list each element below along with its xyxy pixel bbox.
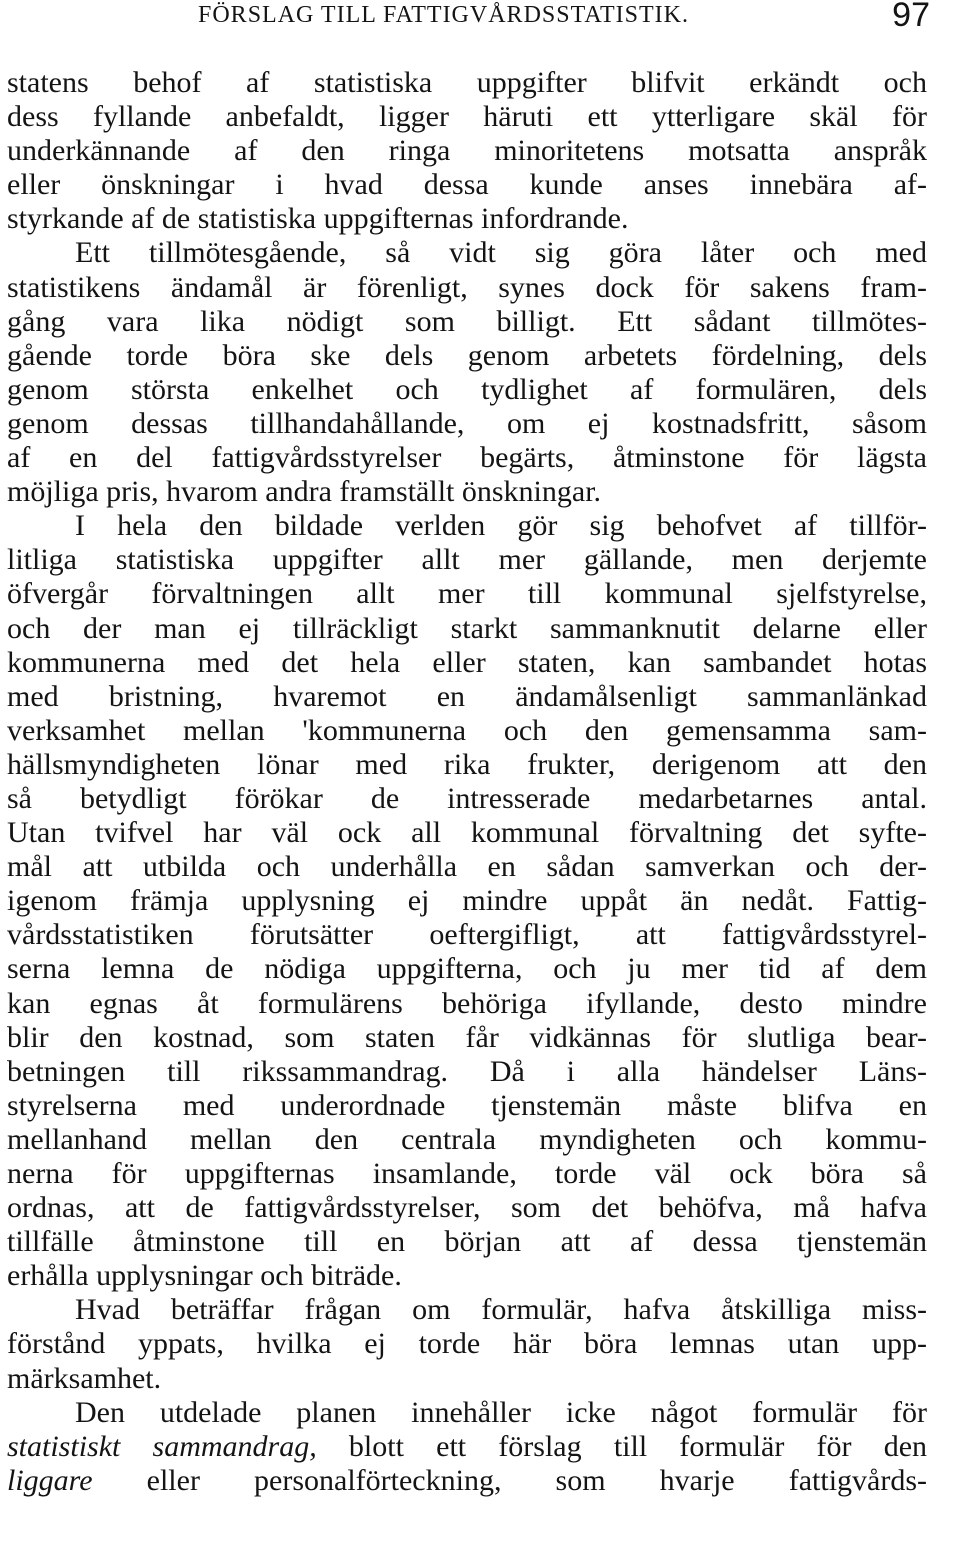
text-line: hällsmyndigheten lönar med rika frukter, derigenom att den — [7, 747, 927, 781]
text-line: mål att utbilda och underhålla en sådan samverkan och der- — [7, 850, 927, 884]
text-line: dess fyllande anbefaldt, ligger häruti ett ytterligare skäl för — [7, 100, 927, 134]
text-line: märksamhet. — [7, 1361, 162, 1395]
paragraph-4 — [7, 1293, 927, 1395]
text-line: kan egnas åt formulärens behöriga ifyllande, desto mindre — [7, 986, 927, 1020]
text-line: med bristning, hvaremot en ändamålsenligt sammanlänkad — [7, 679, 927, 713]
paragraph-3 — [7, 509, 927, 1293]
text-line: ordnas, att de fattigvårdsstyrelser, som det behöfva, må hafva — [7, 1191, 927, 1225]
text-line: styrkande af de statistiska uppgifternas infordrande. — [7, 202, 629, 236]
body-text — [7, 66, 927, 1498]
text-line: och der man ej tillräckligt starkt sammanknutit delarne eller — [7, 611, 927, 645]
text-run: eller personalförteckning, som hvarje fattigvårds- — [92, 1463, 927, 1497]
text-line: mellanhand mellan den centrala myndigheten och kommu- — [7, 1122, 927, 1156]
page-header — [0, 0, 960, 40]
text-line: kommunerna med det hela eller staten, kan sambandet hotas — [7, 645, 927, 679]
text-line: förstånd yppats, hvilka ej torde här böra lemnas utan upp- — [7, 1327, 927, 1361]
italic-term: statistiskt sammandrag, — [7, 1429, 317, 1463]
page-number: 97 — [892, 0, 930, 34]
paragraph-5 — [7, 1396, 927, 1498]
text-run: blott ett förslag till formulär för den — [316, 1429, 928, 1463]
paragraph-1 — [7, 66, 927, 236]
text-line: igenom främja upplysning ej mindre uppåt än nedåt. Fattig- — [7, 884, 927, 918]
text-line: verksamhet mellan 'kommunerna och den gemensamma sam- — [7, 713, 927, 747]
text-line: Den utdelade planen innehåller icke något formulär för — [75, 1395, 927, 1429]
text-line: gång vara lika nödigt som billigt. Ett sådant tillmötes- — [7, 304, 927, 338]
text-line: styrelserna med underordnade tjenstemän måste blifva en — [7, 1088, 927, 1122]
text-line: eller önskningar i hvad dessa kunde anses innebära af- — [7, 168, 927, 202]
text-line: genom största enkelhet och tydlighet af formulären, dels — [7, 372, 927, 406]
text-line: Utan tvifvel har väl ock all kommunal förvaltning det syfte- — [7, 816, 927, 850]
italic-term: liggare — [7, 1463, 93, 1497]
text-line: möjliga pris, hvarom andra framställt önskningar. — [7, 475, 602, 509]
text-line-mixed — [7, 1464, 927, 1498]
text-line: af en del fattigvårdsstyrelser begärts, åtminstone för lägsta — [7, 441, 927, 475]
text-line: underkännande af den ringa minoritetens motsatta anspråk — [7, 134, 927, 168]
text-line: litliga statistiska uppgifter allt mer gällande, men derjemte — [7, 543, 927, 577]
text-line: gående torde böra ske dels genom arbetets fördelning, dels — [7, 338, 927, 372]
text-line-mixed — [7, 1430, 927, 1464]
text-line: statens behof af statistiska uppgifter blifvit erkändt och — [7, 66, 927, 99]
text-line: statistikens ändamål är förenligt, synes dock för sakens fram- — [7, 270, 927, 304]
text-line: erhålla upplysningar och biträde. — [7, 1259, 402, 1293]
text-line: serna lemna de nödiga uppgifterna, och ju mer tid af dem — [7, 952, 927, 986]
text-line: Ett tillmötesgående, så vidt sig göra låter och med — [75, 236, 927, 270]
text-line: öfvergår förvaltningen allt mer till kommunal sjelfstyrelse, — [7, 577, 927, 611]
text-line: Hvad beträffar frågan om formulär, hafva åtskilliga miss- — [75, 1293, 927, 1327]
text-line: vårdsstatistiken förutsätter oeftergifligt, att fattigvårdsstyrel- — [7, 918, 927, 952]
paragraph-2 — [7, 236, 927, 509]
text-line: betningen till rikssammandrag. Då i alla händelser Läns- — [7, 1054, 927, 1088]
running-head: FÖRSLAG TILL FATTIGVÅRDSSTATISTIK. — [198, 2, 689, 28]
text-line: blir den kostnad, som staten får vidkännas för slutliga bear- — [7, 1020, 927, 1054]
text-line: så betydligt förökar de intresserade medarbetarnes antal. — [7, 781, 927, 815]
text-line: tillfälle åtminstone till en början att af dessa tjenstemän — [7, 1225, 927, 1259]
text-line: genom dessas tillhandahållande, om ej kostnadsfritt, såsom — [7, 406, 927, 440]
text-line: I hela den bildade verlden gör sig behofvet af tillför- — [75, 509, 927, 543]
text-line: nerna för uppgifternas insamlande, torde väl ock böra så — [7, 1157, 927, 1190]
